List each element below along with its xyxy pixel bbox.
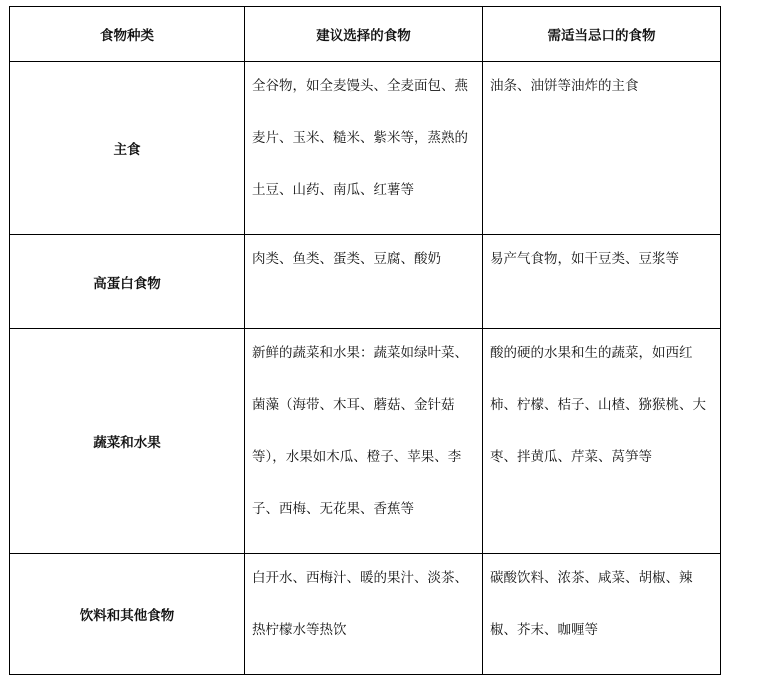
avoid-cell	[483, 329, 721, 554]
recommended-text: 全谷物，如全麦馒头、全麦面包、燕麦片、玉米、糙米、紫米等，蒸熟的土豆、山药、南瓜、红薯等	[252, 78, 468, 198]
category-cell: 高蛋白食物	[10, 235, 245, 329]
avoid-text: 酸的硬的水果和生的蔬菜，如西红柿、柠檬、桔子、山楂、猕猴桃、大枣、拌黄瓜、芹菜、莴笋等	[490, 345, 706, 465]
recommended-cell	[245, 235, 483, 329]
avoid-text: 油条、油饼等油炸的主食	[490, 78, 639, 94]
avoid-cell	[483, 62, 721, 235]
table-row	[10, 329, 721, 554]
avoid-text: 易产气食物，如干豆类、豆浆等	[490, 251, 679, 267]
table-header-row	[10, 7, 721, 62]
avoid-text: 碳酸饮料、浓茶、咸菜、胡椒、辣椒、芥末、咖喱等	[490, 570, 693, 638]
recommended-text: 新鲜的蔬菜和水果：蔬菜如绿叶菜、菌藻（海带、木耳、蘑菇、金针菇等），水果如木瓜、橙子、苹果、李子、西梅、无花果、香蕉等	[252, 345, 468, 517]
recommended-cell	[245, 62, 483, 235]
recommended-text: 白开水、西梅汁、暖的果汁、淡茶、热柠檬水等热饮	[252, 570, 468, 638]
header-foods-to-avoid: 需适当忌口的食物	[483, 7, 721, 62]
table-row	[10, 554, 721, 675]
category-cell: 主食	[10, 62, 245, 235]
table-row	[10, 235, 721, 329]
recommended-text: 肉类、鱼类、蛋类、豆腐、酸奶	[252, 251, 441, 267]
category-cell: 饮料和其他食物	[10, 554, 245, 675]
table-row	[10, 62, 721, 235]
avoid-cell	[483, 235, 721, 329]
header-recommended-foods: 建议选择的食物	[245, 7, 483, 62]
diet-table	[9, 6, 721, 675]
recommended-cell	[245, 554, 483, 675]
recommended-cell	[245, 329, 483, 554]
header-food-category: 食物种类	[10, 7, 245, 62]
diet-table-container	[9, 6, 721, 675]
avoid-cell	[483, 554, 721, 675]
category-cell: 蔬菜和水果	[10, 329, 245, 554]
